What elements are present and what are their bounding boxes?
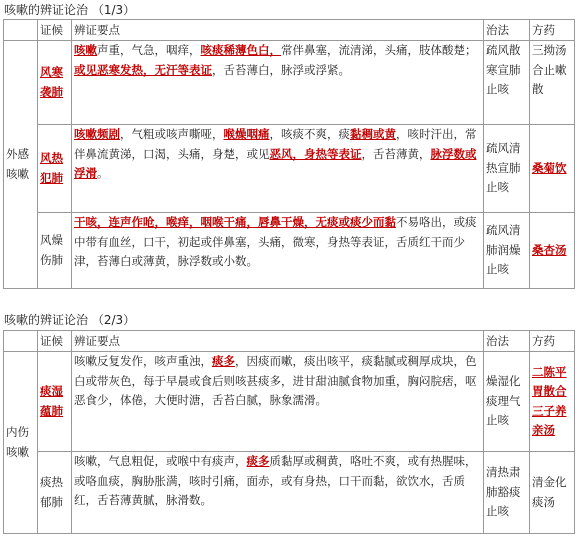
key-point-highlight: 咳痰稀薄色白，: [200, 43, 281, 57]
key-point-text: 不易咯出，或痰中带有血丝，口干，初起或伴鼻塞，头痛，微寒，身热等表证，舌质红干而少津，苔薄白或薄黄，脉浮数或小数。: [74, 215, 477, 268]
table-section1: [3, 19, 575, 289]
formula-fengzao: 桑杏汤: [530, 213, 575, 289]
keypoints-fengre: [72, 125, 484, 213]
keypoints-tanre: [72, 452, 484, 534]
key-point-text: 质黏厚或稠黄，咯吐不爽，或有热腥味，或咯血痰，胸胁胀满，咳时引痛，面赤，或有身热，口干而黏，欲饮水，舌质红，舌苔薄黄腻，脉滑数。: [74, 454, 477, 507]
formula-fenghan: 三拗汤合止嗽散: [530, 41, 575, 125]
key-point-text: ，因痰而嗽，痰出咳平，痰黏腻或稠厚成块，色白或带灰色，每于早晨或食后则咳甚痰多，进甘甜油腻食物加重，胸闷脘痞，呕恶食少，体倦，大便时溏，舌苔白腻，脉象濡滑。: [74, 354, 477, 407]
formula-fengre: 桑菊饮: [530, 125, 575, 213]
key-point-highlight: 黏稠或黄: [350, 127, 396, 141]
header-empty: [4, 20, 38, 41]
formula-tanre: 清金化痰汤: [530, 452, 575, 534]
treatment-fenghan: 疏风散寒宣肺止咳: [484, 41, 530, 125]
key-point-highlight: 或见恶寒发热，无汗等表证: [74, 62, 212, 77]
key-point-text: 声重，气急，咽痒，: [97, 43, 201, 57]
key-point-highlight: 干咳，连声作呛，喉痒，咽喉干痛，唇鼻干燥，无痰或痰少而黏: [74, 215, 396, 229]
key-point-highlight: 咳嗽频剧: [74, 127, 120, 141]
header-fangyao: 方药: [530, 20, 575, 41]
section2-title: 咳嗽的辨证论治 （2/3）: [4, 313, 136, 327]
table-section2: [3, 330, 575, 534]
syndrome-fenghan: 风寒袭肺: [38, 41, 72, 125]
key-point-text: 咳嗽反复发作，咳声重浊，: [74, 354, 212, 368]
key-point-highlight: 咳嗽: [74, 43, 97, 57]
keypoints-fenghan: [72, 41, 484, 125]
treatment-fengzao: 疏风清肺润燥止咳: [484, 213, 530, 289]
key-point-text: ，舌苔薄白，脉浮或浮紧。: [212, 62, 350, 77]
key-point-highlight: 脉浮数或浮滑: [74, 146, 477, 180]
syndrome-tanshi: 痰湿蕴肺: [38, 352, 72, 452]
treatment-tanre: 清热肃肺豁痰止咳: [484, 452, 530, 534]
key-point-text: 常伴鼻塞，流清涕，头痛，肢体酸楚；: [281, 43, 477, 57]
treatment-tanshi: 燥湿化痰理气止咳: [484, 352, 530, 452]
key-point-text: 。: [97, 166, 109, 180]
syndrome-fengre: 风热犯肺: [38, 125, 72, 213]
key-point-text: 咳嗽，气息粗促，或喉中有痰声，: [74, 454, 247, 468]
key-point-highlight: 痰多: [246, 454, 270, 468]
key-point-text: ，咳时汗出，常伴鼻流黄涕，口渴，头痛，身楚，或见: [74, 127, 477, 161]
key-point-highlight: 恶风，身热等表证: [269, 146, 362, 161]
header-yaodian: 辨证要点: [72, 331, 484, 352]
key-point-text: ，舌苔薄黄，: [361, 146, 431, 161]
syndrome-fengzao: 风燥伤肺: [38, 213, 72, 289]
section1-title: 咳嗽的辨证论治 （1/3）: [4, 3, 136, 17]
header-empty: [4, 331, 38, 352]
category-waigan: 外感咳嗽: [4, 41, 38, 289]
header-zhifa: 治法: [484, 331, 530, 352]
key-point-text: ，咳痰不爽，痰: [269, 127, 350, 141]
category-neishang: 内伤咳嗽: [4, 352, 38, 534]
keypoints-fengzao: [72, 213, 484, 289]
formula-tanshi: 二陈平胃散合三子养亲汤: [530, 352, 575, 452]
header-fangyao: 方药: [530, 331, 575, 352]
header-yaodian: 辨证要点: [72, 20, 484, 41]
key-point-highlight: 痰多: [212, 354, 235, 368]
keypoints-tanshi: [72, 352, 484, 452]
key-point-highlight: 喉燥咽痛: [223, 127, 270, 141]
key-point-text: ，气粗或咳声嘶哑，: [120, 127, 224, 141]
header-zhenghou: 证候: [38, 331, 72, 352]
treatment-fengre: 疏风清热宣肺止咳: [484, 125, 530, 213]
header-zhenghou: 证候: [38, 20, 72, 41]
syndrome-tanre: 痰热郁肺: [38, 452, 72, 534]
header-zhifa: 治法: [484, 20, 530, 41]
